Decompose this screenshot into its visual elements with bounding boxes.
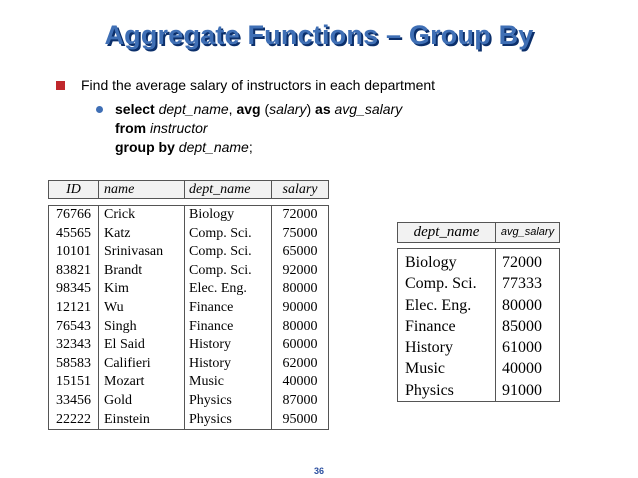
cell-name: Crick — [99, 206, 185, 225]
result-dept-cell: Comp. Sci. — [405, 275, 477, 293]
cell-dept-name: Music — [185, 373, 272, 392]
cell-salary: 92000 — [282, 262, 318, 278]
col-dept-name: dept_name — [158, 101, 229, 117]
table-row — [49, 280, 328, 299]
cell-id: 76766 — [49, 206, 99, 225]
cell-id: 15151 — [49, 373, 99, 392]
cell-name: Califieri — [99, 355, 185, 374]
cell-name: Wu — [99, 299, 185, 318]
result-dept-cell: Music — [405, 360, 445, 378]
table-row — [49, 243, 328, 262]
result-avg-column — [496, 249, 559, 401]
cell-dept-name: Comp. Sci. — [185, 243, 272, 262]
paren-open: ( — [260, 101, 270, 117]
cell-id: 32343 — [49, 336, 99, 355]
table-row — [49, 318, 328, 337]
col-groupby: dept_name — [178, 139, 249, 155]
paren-close: ) — [306, 101, 316, 117]
sql-line-from — [115, 119, 402, 138]
cell-salary: 62000 — [282, 355, 318, 371]
result-avg-cell: 85000 — [502, 317, 542, 335]
cell-dept-name: Elec. Eng. — [185, 280, 272, 299]
result-dept-cell: History — [405, 339, 453, 357]
cell-dept-name: Physics — [185, 411, 272, 430]
table-row — [49, 411, 328, 430]
cell-salary: 87000 — [282, 392, 318, 408]
cell-dept-name: Comp. Sci. — [185, 225, 272, 244]
cell-id: 98345 — [49, 280, 99, 299]
result-avg-cell: 91000 — [502, 381, 542, 399]
cell-id: 33456 — [49, 392, 99, 411]
result-avg-cell: 80000 — [502, 296, 542, 314]
cell-salary: 40000 — [282, 374, 318, 390]
table-row — [49, 299, 328, 318]
cell-id: 12121 — [49, 299, 99, 318]
cell-name: Singh — [99, 318, 185, 337]
table-row — [49, 225, 328, 244]
result-header-avg-salary: avg_salary — [500, 226, 555, 238]
header-dept-name: dept_name — [185, 181, 272, 198]
square-bullet-icon — [56, 81, 65, 90]
table-instructor: instructor — [150, 120, 208, 136]
cell-dept-name: Finance — [185, 318, 272, 337]
sub-bullet-item — [96, 100, 402, 157]
cell-name: Srinivasan — [99, 243, 185, 262]
cell-name: El Said — [99, 336, 185, 355]
keyword-from: from — [115, 120, 147, 136]
round-bullet-icon — [96, 106, 103, 113]
table-row — [49, 392, 328, 411]
keyword-select: select — [115, 101, 155, 117]
cell-name: Einstein — [99, 411, 185, 430]
cell-dept-name: Finance — [185, 299, 272, 318]
sql-line-select — [115, 100, 402, 119]
cell-id: 76543 — [49, 318, 99, 337]
page-number: 36 — [313, 466, 324, 476]
cell-dept-name: History — [185, 355, 272, 374]
instructor-table — [48, 205, 329, 430]
instructor-table-header — [48, 180, 329, 199]
col-salary: salary — [269, 101, 307, 117]
cell-salary: 80000 — [282, 281, 318, 297]
cell-salary: 65000 — [282, 244, 318, 260]
cell-id: 83821 — [49, 262, 99, 281]
header-id: ID — [49, 181, 99, 198]
sql-query — [115, 100, 402, 157]
cell-id: 10101 — [49, 243, 99, 262]
result-dept-cell: Physics — [405, 381, 454, 399]
cell-salary: 75000 — [282, 225, 318, 241]
result-dept-cell: Elec. Eng. — [405, 296, 472, 314]
cell-name: Katz — [99, 225, 185, 244]
bullet-item — [56, 77, 435, 93]
keyword-as: as — [315, 101, 331, 117]
cell-dept-name: Comp. Sci. — [185, 262, 272, 281]
table-row — [49, 206, 328, 225]
cell-salary: 72000 — [282, 207, 318, 222]
result-avg-cell: 40000 — [502, 360, 542, 378]
semicolon: ; — [248, 139, 253, 155]
header-name: name — [99, 181, 185, 198]
cell-dept-name: History — [185, 336, 272, 355]
cell-dept-name: Physics — [185, 392, 272, 411]
result-avg-cell: 72000 — [502, 254, 542, 271]
header-salary: salary — [282, 182, 318, 197]
cell-salary: 80000 — [282, 318, 318, 334]
keyword-avg: avg — [236, 101, 261, 117]
cell-salary: 90000 — [282, 299, 318, 315]
result-dept-cell: Finance — [405, 317, 456, 335]
cell-salary: 60000 — [282, 337, 318, 353]
cell-name: Brandt — [99, 262, 185, 281]
bullet-text: Find the average salary of instructors in each department — [81, 77, 436, 93]
sql-line-groupby — [115, 138, 402, 157]
cell-name: Kim — [99, 280, 185, 299]
slide-title: Aggregate Functions – Group By — [104, 20, 534, 50]
table-row — [49, 262, 328, 281]
table-row — [49, 373, 328, 392]
cell-name: Gold — [99, 392, 185, 411]
cell-id: 22222 — [49, 411, 99, 430]
result-table-header — [397, 222, 560, 243]
cell-salary: 95000 — [282, 411, 318, 427]
result-avg-cell: 61000 — [502, 339, 542, 357]
result-dept-column — [398, 249, 496, 401]
result-dept-cell: Biology — [405, 254, 457, 271]
result-table — [397, 248, 560, 402]
keyword-group-by: group by — [115, 139, 175, 155]
result-header-dept-name: dept_name — [398, 223, 496, 242]
cell-id: 45565 — [49, 225, 99, 244]
result-avg-cell: 77333 — [502, 275, 542, 293]
comma: , — [228, 101, 237, 117]
alias-avg-salary: avg_salary — [334, 101, 403, 117]
cell-dept-name: Biology — [185, 206, 272, 225]
table-row — [49, 355, 328, 374]
table-row — [49, 336, 328, 355]
cell-name: Mozart — [99, 373, 185, 392]
cell-id: 58583 — [49, 355, 99, 374]
